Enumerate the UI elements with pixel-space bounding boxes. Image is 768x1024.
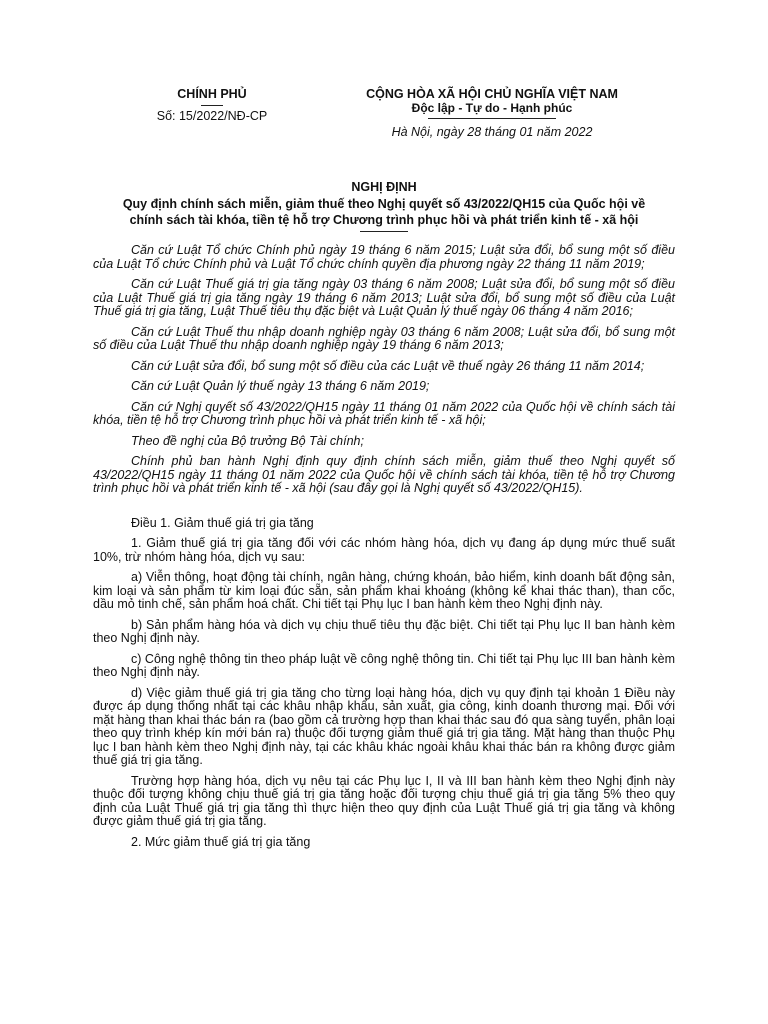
preamble-paragraph: Căn cứ Luật sửa đổi, bổ sung một số điều của các Luật về thuế ngày 26 tháng 11 năm 2014; (131, 358, 645, 373)
preamble-paragraph: Theo đề nghị của Bộ trưởng Bộ Tài chính; (131, 433, 364, 448)
preamble-paragraph: Căn cứ Luật Thuế thu nhập doanh nghiệp ngày 03 tháng 6 năm 2008; Luật sửa đổi, bổ sung một số điều của Luật Thuế thu nhập doanh nghiệp ngày 19 tháng 6 năm 2013; (93, 324, 675, 352)
national-motto: Độc lập - Tự do - Hạnh phúc (411, 101, 573, 115)
preamble-paragraph: Chính phủ ban hành Nghị định quy định chính sách miễn, giảm thuế theo Nghị quyết số 43/2022/QH15 ngày 11 tháng 01 năm 2022 của Quốc hội về chính sách tài khóa, tiền tệ hỗ trợ Chương trình phục hồi và phát triển kinh tế - xã hội (sau đây gọi là Nghị quyết số 43/2022/QH15). (93, 454, 675, 495)
preamble-paragraph: Căn cứ Nghị quyết số 43/2022/QH15 ngày 11 tháng 01 năm 2022 của Quốc hội về chính sách tài khóa, tiền tệ hỗ trợ Chương trình phục hồi và phát triển kinh tế - xã hội; (93, 399, 675, 427)
preamble-paragraph: Căn cứ Luật Thuế giá trị gia tăng ngày 03 tháng 6 năm 2008; Luật sửa đổi, bổ sung một số điều của Luật Thuế giá trị gia tăng ngày 19 tháng 6 năm 2013; Luật sửa đổi, bổ sung một số điều của Luật Thuế giá trị gia tăng, Luật Thuế tiêu thụ đặc biệt và Luật Quản lý thuế ngày 06 tháng 4 năm 2016; (93, 277, 675, 318)
national-title: CỘNG HÒA XÃ HỘI CHỦ NGHĨA VIỆT NAM (366, 87, 618, 101)
article-heading: Điều 1. Giảm thuế giá trị gia tăng (131, 515, 314, 530)
section-heading: 2. Mức giảm thuế giá trị gia tăng (131, 834, 311, 849)
body-paragraph: d) Việc giảm thuế giá trị gia tăng cho từng loại hàng hóa, dịch vụ quy định tại khoản 1 Điều này được áp dụng thống nhất tại các khâu nhập khẩu, sản xuất, gia công, kinh doanh thương mại. Đối với mặt hàng than khai thác bán ra (bao gồm cả trường hợp than khai thác sau đó qua sàng tuyển, phân loại theo quy trình khép kín mới bán ra) thuộc đối tượng giảm thuế giá trị gia tăng. Mặt hàng than thuộc Phụ lục I ban hành kèm theo Nghị định này, tại các khâu khác ngoài khâu khai thác bán ra không được giảm thuế giá trị gia tăng. (93, 685, 675, 767)
body-paragraph: b) Sản phẩm hàng hóa và dịch vụ chịu thuế tiêu thụ đặc biệt. Chi tiết tại Phụ lục II ban hành kèm theo Nghị định này. (93, 617, 675, 645)
agency-header (112, 87, 312, 124)
document-type: NGHỊ ĐỊNH (351, 180, 417, 194)
document-title-block (110, 180, 658, 232)
preamble-paragraph: Căn cứ Luật Quản lý thuế ngày 13 tháng 6 năm 2019; (131, 379, 430, 393)
document-body (93, 244, 675, 856)
body-paragraph: Trường hợp hàng hóa, dịch vụ nêu tại các Phụ lục I, II và III ban hành kèm theo Nghị định này thuộc đối tượng không chịu thuế giá trị gia tăng hoặc đối tượng chịu thuế giá trị gia tăng 5% theo quy định của Luật Thuế giá trị gia tăng thì thực hiện theo quy định của Luật Thuế giá trị gia tăng và không được giảm thuế giá trị gia tăng. (93, 773, 675, 828)
section-spacer (93, 503, 675, 517)
document-subtitle: Quy định chính sách miễn, giảm thuế theo Nghị quyết số 43/2022/QH15 của Quốc hội về chính sách tài khóa, tiền tệ hỗ trợ Chương trình phục hồi và phát triển kinh tế - xã hội (122, 197, 646, 227)
body-paragraph: 1. Giảm thuế giá trị gia tăng đối với các nhóm hàng hóa, dịch vụ đang áp dụng mức thuế suất 10%, trừ nhóm hàng hóa, dịch vụ sau: (93, 536, 675, 564)
body-paragraph: c) Công nghệ thông tin theo pháp luật về công nghệ thông tin. Chi tiết tại Phụ lục III ban hành kèm theo Nghị định này. (93, 651, 675, 679)
body-paragraph: a) Viễn thông, hoạt động tài chính, ngân hàng, chứng khoán, bảo hiểm, kinh doanh bất động sản, kim loại và sản phẩm từ kim loại đúc sẵn, sản phẩm khai khoáng (không kể khai thác than), than cốc, dầu mỏ tinh chế, sản phẩm hoá chất. Chi tiết tại Phụ lục I ban hành kèm theo Nghị định này. (93, 570, 675, 611)
national-header (336, 87, 648, 140)
agency-name: CHÍNH PHỦ (177, 87, 247, 101)
agency-underline (201, 105, 223, 106)
preamble-paragraph: Căn cứ Luật Tổ chức Chính phủ ngày 19 tháng 6 năm 2015; Luật sửa đổi, bổ sung một số điều của Luật Tổ chức Chính phủ và Luật Tổ chức chính quyền địa phương ngày 22 tháng 11 năm 2019; (93, 243, 675, 271)
motto-underline (428, 118, 556, 119)
title-underline (360, 231, 408, 232)
document-number: Số: 15/2022/NĐ-CP (156, 109, 268, 123)
place-date: Hà Nội, ngày 28 tháng 01 năm 2022 (391, 125, 593, 139)
